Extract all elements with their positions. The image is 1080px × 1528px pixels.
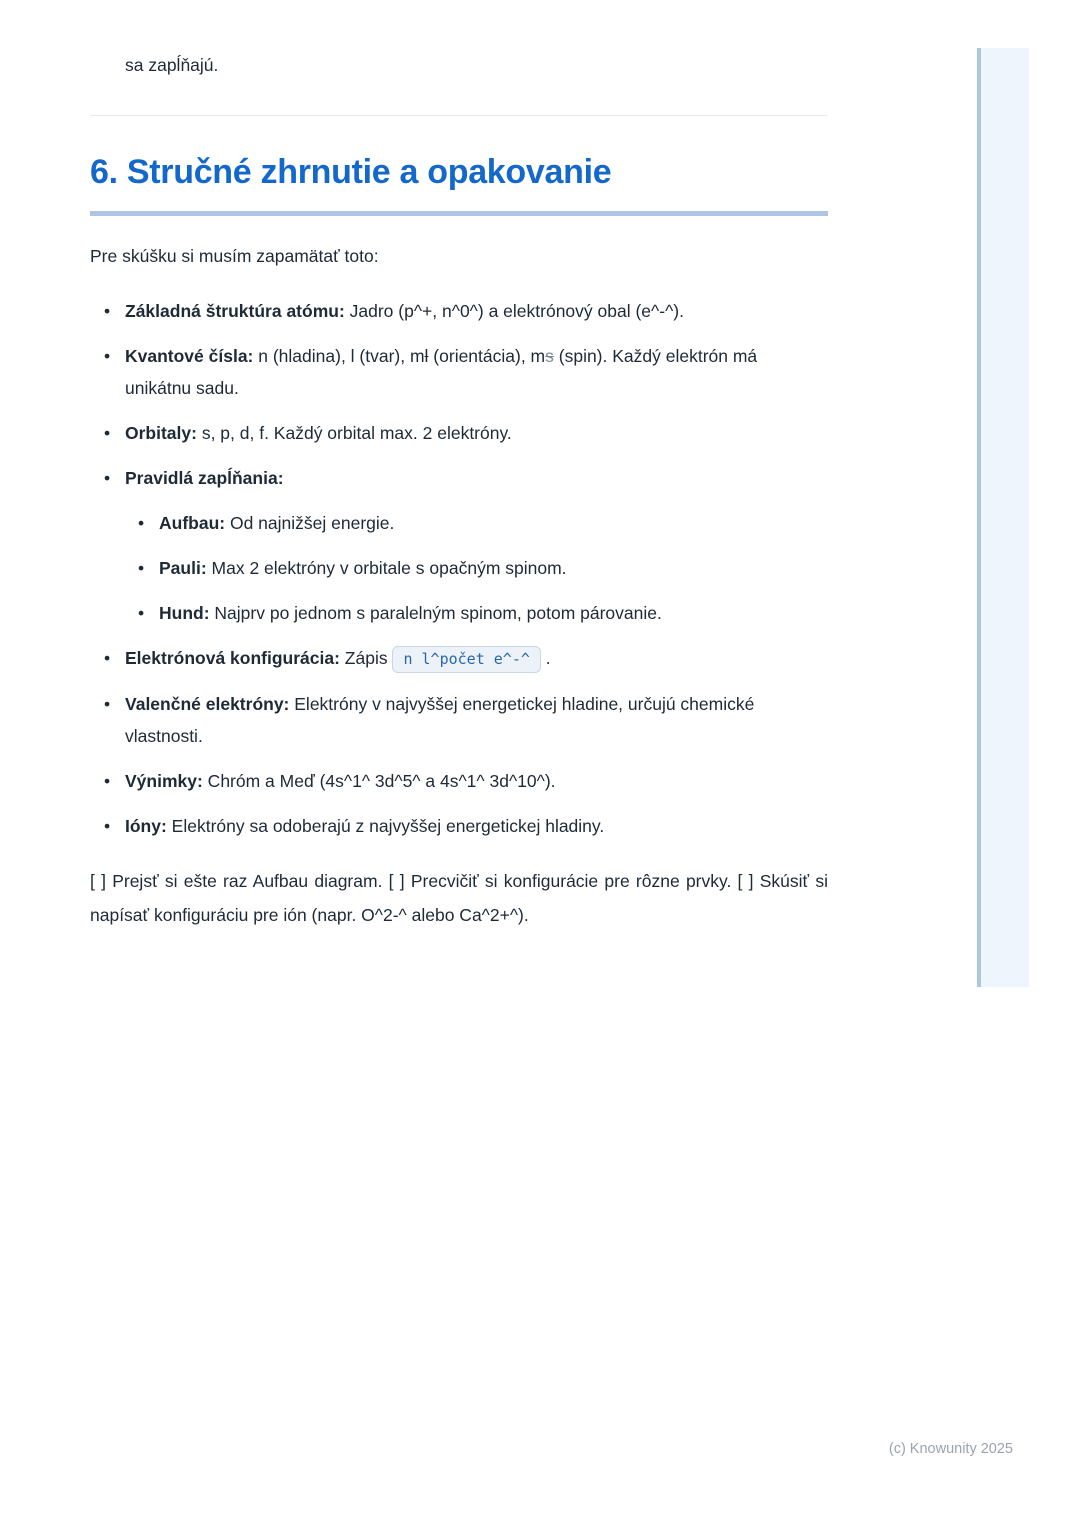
item-label: Základná štruktúra atómu:: [125, 301, 345, 321]
item-body: [159, 507, 394, 539]
item-body: [125, 642, 551, 675]
bullet-marker: •: [104, 468, 111, 488]
section-divider: [90, 115, 828, 116]
strikethrough-text: l: [424, 346, 429, 366]
item-text: Jadro (p^+, n^0^) a elektrónový obal (e^-^).: [344, 301, 684, 321]
bullet-marker: •: [138, 603, 145, 623]
strikethrough-text: s: [545, 346, 554, 366]
item-body: [125, 688, 828, 752]
item-body: [159, 552, 567, 584]
item-body: [125, 765, 556, 797]
list-item-vynimky: [90, 765, 828, 797]
bullet-marker: •: [138, 513, 145, 533]
item-body: [159, 597, 662, 629]
item-label: Pravidlá zapĺňania:: [125, 468, 284, 488]
summary-list: [90, 295, 828, 842]
list-item-orbitaly: [90, 417, 828, 449]
section-heading: 6. Stručné zhrnutie a opakovanie: [90, 153, 612, 191]
item-text: Chróm a Meď (4s^1^ 3d^5^ a 4s^1^ 3d^10^).: [202, 771, 556, 791]
item-text: Elektróny sa odoberajú z najvyššej energetickej hladiny.: [166, 816, 605, 836]
bullet-marker: •: [138, 558, 145, 578]
bullet-marker: •: [104, 648, 111, 668]
item-text: Najprv po jednom s paralelným spinom, potom párovanie.: [209, 603, 662, 623]
item-text: n (hladina), l (tvar), m: [253, 346, 425, 366]
item-label: Valenčné elektróny:: [125, 694, 290, 714]
list-item-iony: [90, 810, 828, 842]
item-text: (spin). Každý elektrón má unikátnu sadu.: [125, 346, 758, 398]
item-label: Hund:: [159, 603, 210, 623]
list-item-kvantove-cisla: [90, 340, 828, 404]
item-label: Orbitaly:: [125, 423, 197, 443]
bullet-marker: •: [104, 771, 111, 791]
item-label: Výnimky:: [125, 771, 203, 791]
item-text: Elektróny v najvyššej energetickej hladine, určujú chemické vlastnosti.: [125, 694, 755, 746]
item-label: Elektrónová konfigurácia:: [125, 648, 340, 668]
next-page-edge: [977, 48, 1029, 987]
inline-code-chip: n l^počet e^-^: [392, 646, 540, 673]
list-item-konfiguracia: [90, 642, 828, 675]
item-text: Max 2 elektróny v orbitale s opačným spinom.: [206, 558, 567, 578]
bullet-marker: •: [104, 816, 111, 836]
list-subitem-hund: [90, 597, 828, 629]
item-label: Pauli:: [159, 558, 207, 578]
item-body: [125, 340, 828, 404]
bullet-marker: •: [104, 301, 111, 321]
checklist-paragraph: [ ] Prejsť si ešte raz Aufbau diagram. [ ] Precvičiť si konfigurácie pre rôzne prvky. [ ] Skúsiť si napísať konfiguráciu pre ión (napr. O^2-^ alebo Ca^2+^).: [90, 871, 828, 925]
paragraph-continuation: sa zapĺňajú.: [125, 55, 219, 75]
document-content: [90, 0, 828, 932]
item-label: Aufbau:: [159, 513, 226, 533]
item-body: [125, 417, 512, 449]
item-text: s, p, d, f. Každý orbital max. 2 elektróny.: [196, 423, 512, 443]
list-item-valencne: [90, 688, 828, 752]
bullet-marker: •: [104, 694, 111, 714]
item-body: [125, 462, 284, 494]
item-label: Ióny:: [125, 816, 167, 836]
bullet-marker: •: [104, 346, 111, 366]
intro-paragraph: Pre skúšku si musím zapamätať toto:: [90, 246, 379, 266]
copyright-footer: (c) Knowunity 2025: [888, 1441, 1013, 1457]
list-subitem-aufbau: [90, 507, 828, 539]
list-item-pravidla: [90, 462, 828, 494]
item-body: [125, 295, 684, 327]
item-body: [125, 810, 604, 842]
item-label: Kvantové čísla:: [125, 346, 254, 366]
item-text: Zápis: [339, 648, 393, 668]
item-text: .: [540, 648, 551, 668]
item-text: (orientácia), m: [428, 346, 546, 366]
bullet-marker: •: [104, 423, 111, 443]
item-text: Od najnižšej energie.: [225, 513, 395, 533]
list-subitem-pauli: [90, 552, 828, 584]
list-item-struktura: [90, 295, 828, 327]
heading-underline: [90, 211, 828, 216]
